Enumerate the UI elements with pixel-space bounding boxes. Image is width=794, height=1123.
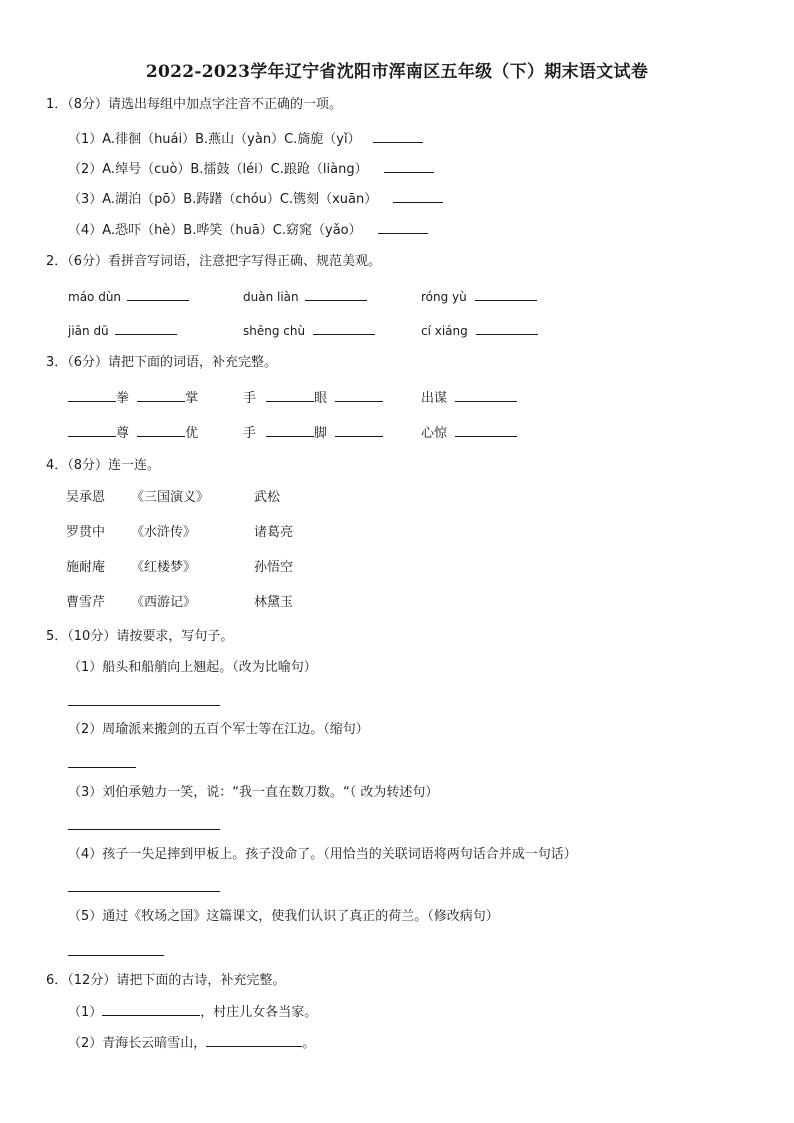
idiom-row-1b: 手 眼 <box>243 389 383 407</box>
page-title: 2022-2023学年辽宁省沈阳市浑南区五年级（下）期末语文试卷 <box>145 62 649 82</box>
author: 罗贯中 <box>66 525 106 540</box>
pinyin-item: róng yù <box>421 288 537 305</box>
q5-item-1: （1）船头和船艄向上翘起。（改为比喻句） <box>68 660 317 675</box>
question-5-stem: 5．（10分）请按要求，写句子。 <box>46 629 234 644</box>
book: 《西游记》 <box>131 595 197 610</box>
character: 武松 <box>254 490 281 505</box>
question-3-stem: 3．（6分）请把下面的词语，补充完整。 <box>46 355 278 370</box>
q1-item-1: （1）A.徘徊（huái）B.燕山（yàn）C.旖旎（yǐ） <box>68 130 423 148</box>
idiom-row-1c: 出谋 <box>421 389 517 407</box>
idiom-row-2b: 手 脚 <box>243 424 383 442</box>
question-4-stem: 4．（8分）连一连。 <box>46 458 161 473</box>
q6-item-2: （2）青海长云暗雪山， 。 <box>68 1036 316 1051</box>
q5-item-2: （2）周瑜派来搬剑的五百个军士等在江边。（缩句） <box>68 722 369 737</box>
author: 曹雪芹 <box>66 595 106 610</box>
q5-item-3: （3）刘伯承勉力一笑，说：“我一直在数刀数。“（ 改为转述句） <box>68 785 439 800</box>
book: 《水浒传》 <box>131 525 197 540</box>
question-1-stem: 1．（8分）请选出每组中加点字注音不正确的一项。 <box>46 97 343 112</box>
pinyin-item: máo dùn <box>68 288 189 305</box>
character: 孙悟空 <box>254 560 294 575</box>
q6-item-1: （1） ，村庄儿女各当家。 <box>68 1005 318 1020</box>
character: 林黛玉 <box>254 595 294 610</box>
pinyin-item: cí xiáng <box>421 322 538 339</box>
idiom-row-2c: 心惊 <box>421 424 517 442</box>
answer-line <box>68 829 220 830</box>
answer-line <box>68 767 136 768</box>
q1-item-2: （2）A.绰号（cuò）B.擂鼓（léi）C.踉跄（liàng） <box>68 160 434 178</box>
answer-line <box>68 891 220 892</box>
idiom-row-2: 尊 优 <box>68 424 198 442</box>
character: 诸葛亮 <box>254 525 294 540</box>
author: 吴承恩 <box>66 490 106 505</box>
pinyin-item: duàn liàn <box>243 288 367 305</box>
q1-item-4: （4）A.恐吓（hè）B.哗笑（huā）C.窈窕（yǎo） <box>68 221 428 239</box>
idiom-row-1: 拳 掌 <box>68 389 198 407</box>
book: 《三国演义》 <box>131 490 210 505</box>
q5-item-5: （5）通过《牧场之国》这篇课文，使我们认识了真正的荷兰。（修改病句） <box>68 909 499 924</box>
q1-item-3: （3）A.湖泊（pō）B.踌躇（chóu）C.镌刻（xuān） <box>68 190 443 208</box>
question-6-stem: 6．（12分）请把下面的古诗，补充完整。 <box>46 973 286 988</box>
pinyin-item: jiān dū <box>68 322 177 339</box>
book: 《红楼梦》 <box>131 560 197 575</box>
pinyin-item: shēng chù <box>243 322 375 339</box>
author: 施耐庵 <box>66 560 106 575</box>
q5-item-4: （4）孩子一失足摔到甲板上。孩子没命了。（用恰当的关联词语将两句话合并成一句话） <box>68 847 577 862</box>
answer-line <box>68 705 220 706</box>
answer-line <box>68 955 164 956</box>
question-2-stem: 2．（6分）看拼音写词语，注意把字写得正确、规范美观。 <box>46 254 382 269</box>
